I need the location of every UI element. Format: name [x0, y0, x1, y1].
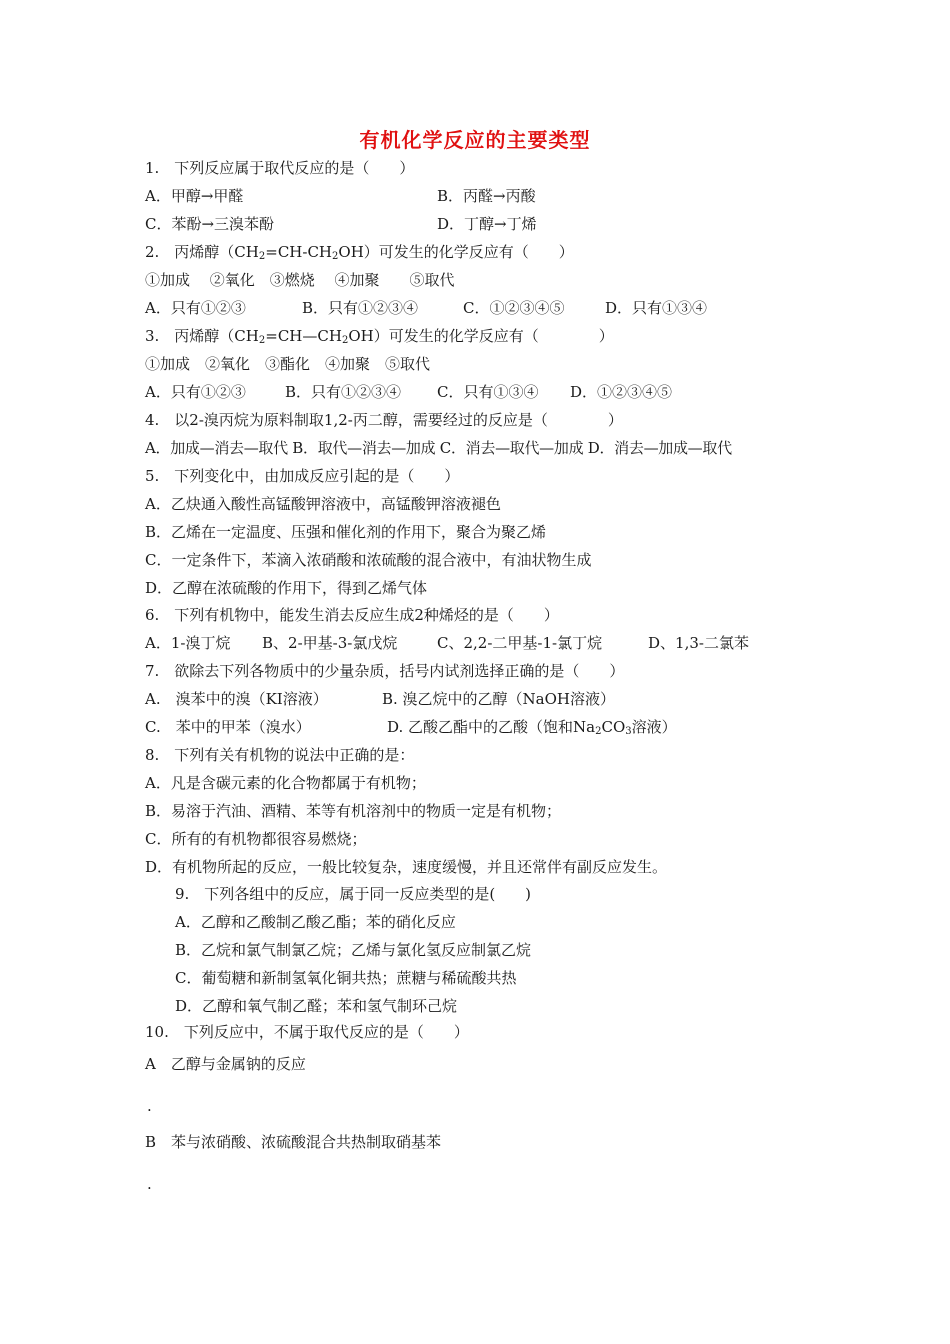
q8-option-a: A．凡是含碳元素的化合物都属于有机物；: [145, 774, 426, 792]
q6-option-d: D、1,3-二氯苯: [648, 634, 749, 652]
q10-option-a: A 乙醇与金属钠的反应: [145, 1055, 306, 1073]
q3-option-d: D．①②③④⑤: [570, 383, 673, 401]
q2-option-d: D．只有①③④: [605, 299, 708, 317]
q1-option-b: B．丙醛→丙酸: [437, 187, 536, 205]
q8-option-b: B．易溶于汽油、酒精、苯等有机溶剂中的物质一定是有机物；: [145, 802, 562, 820]
q9-option-d: D．乙醇和氧气制乙醛；苯和氢气制环己烷: [175, 997, 458, 1015]
q6-option-a: A．1-溴丁烷: [145, 634, 231, 652]
q1-stem: 1. 下列反应属于取代反应的是（ ）: [145, 159, 415, 177]
q2-option-a: A．只有①②③: [145, 299, 246, 317]
q10-dot-2: .: [147, 1175, 152, 1193]
q4-stem: 4. 以2-溴丙烷为原料制取1,2-丙二醇，需要经过的反应是（ ）: [145, 411, 623, 429]
q10-option-b: B 苯与浓硝酸、浓硫酸混合共热制取硝基苯: [145, 1133, 442, 1151]
q6-stem: 6. 下列有机物中，能发生消去反应生成2种烯烃的是（ ）: [145, 606, 559, 624]
q6-option-c: C、2,2-二甲基-1-氯丁烷: [437, 634, 603, 652]
q2-items: ①加成 ②氧化 ③燃烧 ④加聚 ⑤取代: [145, 271, 455, 289]
q9-option-b: B．乙烷和氯气制氯乙烷；乙烯与氯化氢反应制氯乙烷: [175, 941, 532, 959]
q8-option-d: D．有机物所起的反应，一般比较复杂，速度缓慢，并且还常伴有副反应发生。: [145, 858, 668, 876]
q3-option-c: C．只有①③④: [437, 383, 539, 401]
q7-option-c: C. 苯中的甲苯（溴水）: [145, 718, 311, 736]
q8-stem: 8. 下列有关有机物的说法中正确的是：: [145, 746, 415, 764]
q3-option-b: B．只有①②③④: [285, 383, 402, 401]
q5-option-a: A．乙炔通入酸性高锰酸钾溶液中，高锰酸钾溶液褪色: [145, 495, 501, 513]
q10-dot-1: .: [147, 1097, 152, 1115]
q10-stem: 10. 下列反应中，不属于取代反应的是（ ）: [145, 1023, 469, 1041]
q7-stem: 7. 欲除去下列各物质中的少量杂质，括号内试剂选择正确的是（ ）: [145, 662, 625, 680]
q3-option-a: A．只有①②③: [145, 383, 246, 401]
q7-option-b: B. 溴乙烷中的乙醇（NaOH溶液）: [382, 690, 616, 708]
q9-option-a: A．乙醇和乙酸制乙酸乙酯；苯的硝化反应: [175, 913, 456, 931]
q5-option-d: D．乙醇在浓硫酸的作用下，得到乙烯气体: [145, 579, 428, 597]
q5-stem: 5. 下列变化中，由加成反应引起的是（ ）: [145, 467, 460, 485]
q3-stem: 3. 丙烯醇$(CH_2=CH—CH_2OH)$可发生的化学反应有（ ）: [145, 327, 614, 346]
q9-option-c: C．葡萄糖和新制氢氧化铜共热；蔗糖与稀硫酸共热: [175, 969, 517, 987]
q1-option-a: A．甲醇→甲醛: [145, 187, 244, 205]
q7-option-a: A. 溴苯中的溴（KI溶液）: [145, 690, 328, 708]
q5-option-b: B．乙烯在一定温度、压强和催化剂的作用下，聚合为聚乙烯: [145, 523, 547, 541]
q2-option-b: B．只有①②③④: [302, 299, 419, 317]
q1-option-d: D．丁醇→丁烯: [437, 215, 537, 233]
q1-option-c: C．苯酚→三溴苯酚: [145, 215, 275, 233]
q2-stem: 2. 丙烯醇$(CH_2=CH-CH_2OH)$可发生的化学反应有（ ）: [145, 243, 574, 262]
q7-option-d: D. 乙酸乙酯中的乙酸（饱和$Na_2CO_3$溶液）: [387, 718, 677, 737]
q2-option-c: C．①②③④⑤: [463, 299, 565, 317]
q4-options: A．加成—消去—取代 B．取代—消去—加成 C．消去—取代—加成 D．消去—加成—取代: [145, 439, 732, 457]
q3-items: ①加成 ②氧化 ③酯化 ④加聚 ⑤取代: [145, 355, 431, 373]
q5-option-c: C．一定条件下，苯滴入浓硝酸和浓硫酸的混合液中，有油状物生成: [145, 551, 592, 569]
q9-stem: 9. 下列各组中的反应，属于同一反应类型的是( ): [175, 885, 532, 903]
page-title: 有机化学反应的主要类型: [359, 128, 591, 152]
q8-option-c: C．所有的有机物都很容易燃烧；: [145, 830, 367, 848]
q6-option-b: B、2-甲基-3-氯戊烷: [262, 634, 398, 652]
